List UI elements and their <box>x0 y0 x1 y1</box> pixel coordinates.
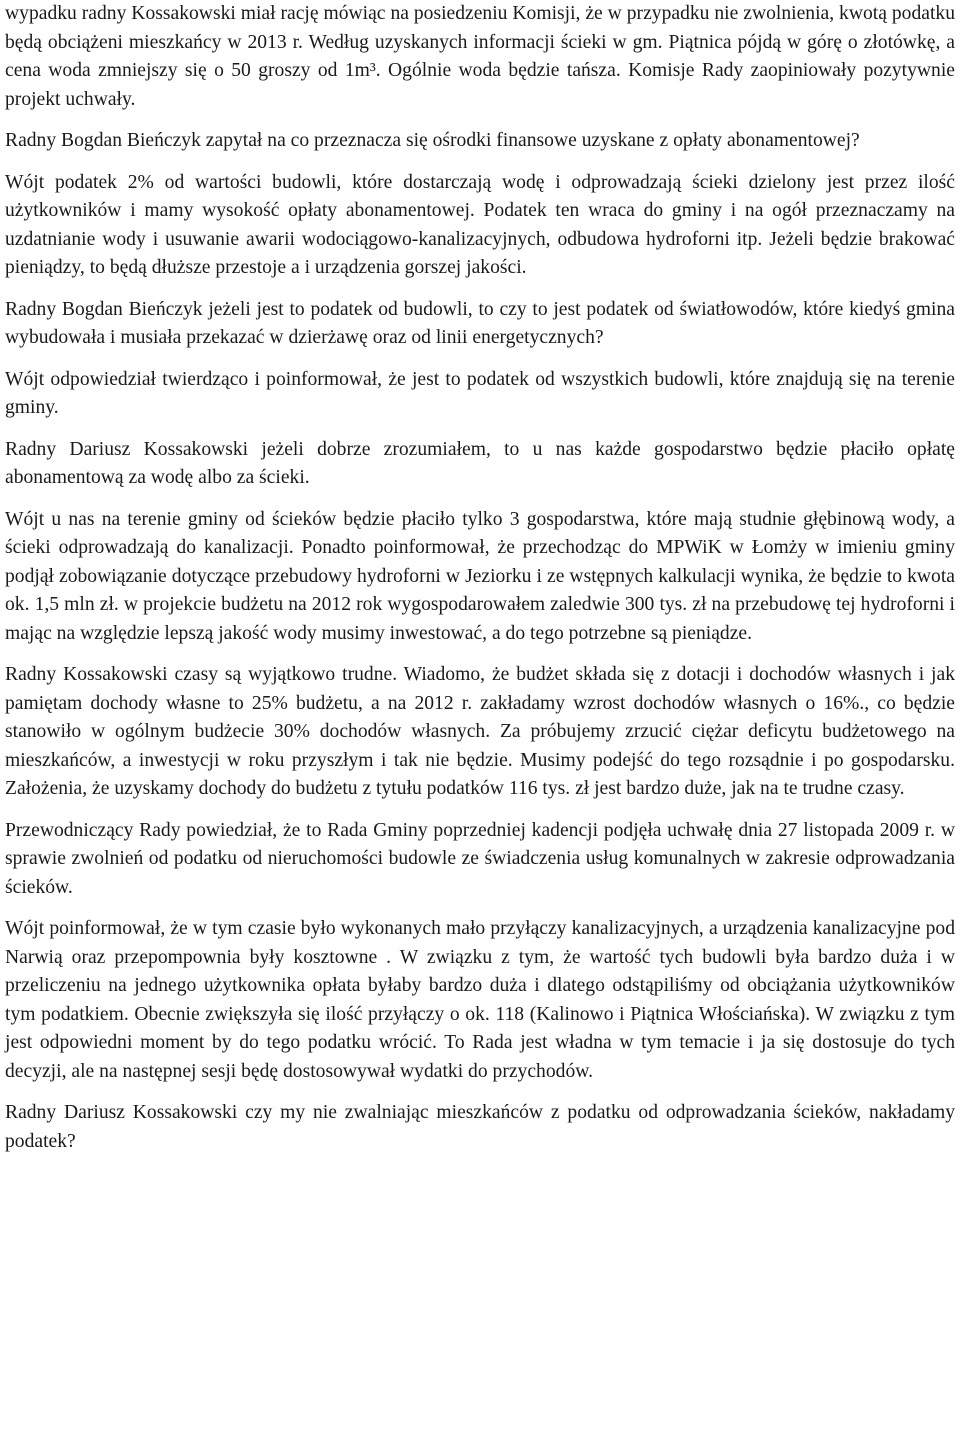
paragraph-10: Wójt poinformował, że w tym czasie było wykonanych mało przyłączy kanalizacyjnych, a urządzenia kanalizacyjne pod Narwią oraz przepompownia były kosztowne . W związku z tym, że wartość tych budowli była bardzo duża i w przeliczeniu na jednego użytkownika opłata byłaby bardzo duża i dlatego odstąpiliśmy od obciążania użytkowników tym podatkiem. Obecnie zwiększyła się ilość przyłączy o ok. 118 (Kalinowo i Piątnica Włościańska). W związku z tym jest odpowiedni moment by do tego podatku wrócić. To Rada jest władna w tym temacie i ja się dostosuje do tych decyzji, ale na następnej sesji będę dostosowywał wydatki do przychodów. <box>5 918 955 1082</box>
paragraph-3: Wójt podatek 2% od wartości budowli, które dostarczają wodę i odprowadzają ścieki dzielony jest przez ilość użytkowników i mamy wysokość opłaty abonamentowej. Podatek ten wraca do gminy i na ogół przeznaczamy na uzdatnianie wody i usuwanie awarii wodociągowo-kanalizacyjnych, odbudowa hydroforni itp. Jeżeli będzie brakować pieniądzy, to będą dłuższe przestoje a i urządzenia gorszej jakości. <box>5 171 955 278</box>
paragraph-8: Radny Kossakowski czasy są wyjątkowo trudne. Wiadomo, że budżet składa się z dotacji i dochodów własnych i jak pamiętam dochody własne to 25% budżetu, a na 2012 r. zakładamy wzrost dochodów własnych o 16%., co będzie stanowiło w ogólnym budżecie 30% dochodów własnych. Za próbujemy zrzucić ciężar deficytu budżetowego na mieszkańców, a inwestycji w roku przyszłym i tak nie będzie. Musimy podejść do tego rozsądnie i po gospodarsku. Założenia, że uzyskamy dochody do budżetu z tytułu podatków 116 tys. zł jest bardzo duże, jak na te trudne czasy. <box>5 664 955 799</box>
paragraph-2: Radny Bogdan Bieńczyk zapytał na co przeznacza się ośrodki finansowe uzyskane z opłaty abonamentowej? <box>5 130 860 151</box>
paragraph-7: Wójt u nas na terenie gminy od ścieków będzie płaciło tylko 3 gospodarstwa, które mają studnie głębinową wody, a ścieki odprowadzają do kanalizacji. Ponadto poinformował, że przechodząc do MPWiK w Łomży w imieniu gminy podjął zobowiązanie dotyczące przebudowy hydroforni w Jeziorku i ze wstępnych kalkulacji wynika, że będzie to kwota ok. 1,5 mln zł. w projekcie budżetu na 2012 rok wygospodarowałem zaledwie 300 tys. zł na przebudowę tej hydroforni i mając na względzie lepszą jakość wody musimy inwestować, a do tego potrzebne są pieniądze. <box>5 508 955 644</box>
paragraph-4: Radny Bogdan Bieńczyk jeżeli jest to podatek od budowli, to czy to jest podatek od światłowodów, które kiedyś gmina wybudowała i musiała przekazać w dzierżawę oraz od linii energetycznych? <box>5 298 955 348</box>
paragraph-5: Wójt odpowiedział twierdząco i poinformował, że jest to podatek od wszystkich budowli, które znajdują się na terenie gminy. <box>5 368 955 418</box>
paragraph-11: Radny Dariusz Kossakowski czy my nie zwalniając mieszkańców z podatku od odprowadzania ścieków, nakładamy podatek? <box>5 1102 955 1152</box>
document-page <box>5 0 955 1169</box>
paragraph-9: Przewodniczący Rady powiedział, że to Rada Gminy poprzedniej kadencji podjęła uchwałę dnia 27 listopada 2009 r. w sprawie zwolnień od podatku od nieruchomości budowle ze świadczenia usług komunalnych w zakresie odprowadzania ścieków. <box>5 819 955 898</box>
paragraph-6: Radny Dariusz Kossakowski jeżeli dobrze zrozumiałem, to u nas każde gospodarstwo będzie płaciło opłatę abonamentową za wodę albo za ścieki. <box>5 438 955 488</box>
paragraph-1: wypadku radny Kossakowski miał rację mówiąc na posiedzeniu Komisji, że w przypadku nie zwolnienia, kwotą podatku będą obciążeni mieszkańcy w 2013 r. Według uzyskanych informacji ścieki w gm. Piątnica pójdą w górę o złotówkę, a cena woda zmniejszy się o 50 groszy od 1m³. Ogólnie woda będzie tańsza. Komisje Rady zaopiniowały pozytywnie projekt uchwały. <box>5 3 955 110</box>
